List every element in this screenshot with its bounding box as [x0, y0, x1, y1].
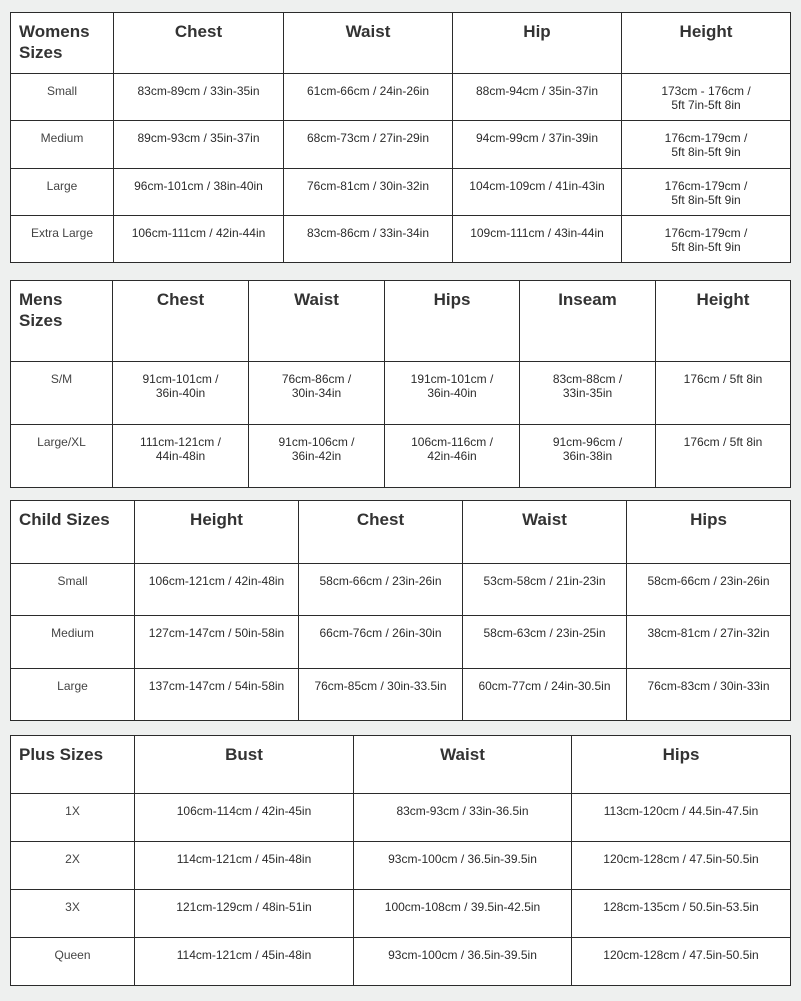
plus-header-bust: Bust — [135, 736, 354, 794]
size-label: Large/XL — [11, 425, 113, 488]
table-cell: 66cm-76cm / 26in-30in — [299, 616, 463, 668]
table-cell: 106cm-116cm / 42in-46in — [385, 425, 520, 488]
table-cell: 137cm-147cm / 54in-58in — [135, 668, 299, 720]
size-label: Extra Large — [11, 215, 114, 262]
table-cell: 58cm-66cm / 23in-26in — [299, 564, 463, 616]
mens-header-waist: Waist — [249, 281, 385, 362]
table-cell: 94cm-99cm / 37in-39in — [453, 121, 622, 168]
table-row — [11, 168, 791, 215]
child-header-hips: Hips — [627, 501, 791, 564]
child-header-waist: Waist — [463, 501, 627, 564]
table-row — [11, 564, 791, 616]
table-cell: 58cm-66cm / 23in-26in — [627, 564, 791, 616]
table-row — [11, 842, 791, 890]
size-label: 3X — [11, 890, 135, 938]
table-cell: 83cm-86cm / 33in-34in — [284, 215, 453, 262]
table-cell: 176cm / 5ft 8in — [656, 362, 791, 425]
table-cell: 176cm-179cm / 5ft 8in-5ft 9in — [622, 168, 791, 215]
plus-size-table — [10, 735, 791, 986]
table-cell: 173cm - 176cm / 5ft 7in-5ft 8in — [622, 74, 791, 121]
table-cell: 120cm-128cm / 47.5in-50.5in — [572, 842, 791, 890]
size-label: Large — [11, 668, 135, 720]
table-cell: 121cm-129cm / 48in-51in — [135, 890, 354, 938]
womens-header-height: Height — [622, 13, 791, 74]
child-header-chest: Chest — [299, 501, 463, 564]
table-cell: 76cm-83cm / 30in-33in — [627, 668, 791, 720]
table-cell: 106cm-114cm / 42in-45in — [135, 794, 354, 842]
mens-header-hips: Hips — [385, 281, 520, 362]
table-cell: 61cm-66cm / 24in-26in — [284, 74, 453, 121]
table-row — [11, 425, 791, 488]
table-cell: 106cm-111cm / 42in-44in — [114, 215, 284, 262]
table-cell: 60cm-77cm / 24in-30.5in — [463, 668, 627, 720]
table-cell: 68cm-73cm / 27in-29in — [284, 121, 453, 168]
table-cell: 176cm / 5ft 8in — [656, 425, 791, 488]
table-cell: 96cm-101cm / 38in-40in — [114, 168, 284, 215]
size-label: Medium — [11, 121, 114, 168]
table-cell: 83cm-93cm / 33in-36.5in — [354, 794, 572, 842]
mens-size-table — [10, 280, 791, 488]
table-cell: 53cm-58cm / 21in-23in — [463, 564, 627, 616]
child-size-table — [10, 500, 791, 721]
womens-header-chest: Chest — [114, 13, 284, 74]
mens-header-height: Height — [656, 281, 791, 362]
mens-header-chest: Chest — [113, 281, 249, 362]
table-cell: 76cm-85cm / 30in-33.5in — [299, 668, 463, 720]
table-cell: 38cm-81cm / 27in-32in — [627, 616, 791, 668]
table-cell: 88cm-94cm / 35in-37in — [453, 74, 622, 121]
table-cell: 191cm-101cm / 36in-40in — [385, 362, 520, 425]
table-cell: 114cm-121cm / 45in-48in — [135, 842, 354, 890]
table-row — [11, 121, 791, 168]
table-row — [11, 616, 791, 668]
plus-header-hips: Hips — [572, 736, 791, 794]
table-cell: 113cm-120cm / 44.5in-47.5in — [572, 794, 791, 842]
table-cell: 111cm-121cm / 44in-48in — [113, 425, 249, 488]
table-cell: 100cm-108cm / 39.5in-42.5in — [354, 890, 572, 938]
table-cell: 127cm-147cm / 50in-58in — [135, 616, 299, 668]
table-cell: 91cm-101cm / 36in-40in — [113, 362, 249, 425]
child-table-title: Child Sizes — [11, 501, 135, 564]
size-label: Medium — [11, 616, 135, 668]
table-cell: 76cm-86cm / 30in-34in — [249, 362, 385, 425]
table-row — [11, 668, 791, 720]
table-cell: 76cm-81cm / 30in-32in — [284, 168, 453, 215]
table-cell: 104cm-109cm / 41in-43in — [453, 168, 622, 215]
table-cell: 93cm-100cm / 36.5in-39.5in — [354, 938, 572, 986]
table-cell: 83cm-88cm / 33in-35in — [520, 362, 656, 425]
table-cell: 176cm-179cm / 5ft 8in-5ft 9in — [622, 215, 791, 262]
womens-table-title: Womens Sizes — [11, 13, 114, 74]
table-cell: 176cm-179cm / 5ft 8in-5ft 9in — [622, 121, 791, 168]
table-cell: 91cm-96cm / 36in-38in — [520, 425, 656, 488]
plus-table-title: Plus Sizes — [11, 736, 135, 794]
table-cell: 106cm-121cm / 42in-48in — [135, 564, 299, 616]
table-cell: 58cm-63cm / 23in-25in — [463, 616, 627, 668]
size-label: S/M — [11, 362, 113, 425]
size-label: Small — [11, 564, 135, 616]
child-header-height: Height — [135, 501, 299, 564]
size-label: 1X — [11, 794, 135, 842]
table-cell: 91cm-106cm / 36in-42in — [249, 425, 385, 488]
table-row — [11, 215, 791, 262]
table-cell: 109cm-111cm / 43in-44in — [453, 215, 622, 262]
size-label: Queen — [11, 938, 135, 986]
table-row — [11, 794, 791, 842]
mens-table-title: Mens Sizes — [11, 281, 113, 362]
table-cell: 89cm-93cm / 35in-37in — [114, 121, 284, 168]
table-row — [11, 890, 791, 938]
womens-size-table — [10, 12, 791, 263]
table-cell: 83cm-89cm / 33in-35in — [114, 74, 284, 121]
womens-header-hip: Hip — [453, 13, 622, 74]
mens-header-inseam: Inseam — [520, 281, 656, 362]
size-label: Large — [11, 168, 114, 215]
table-row — [11, 74, 791, 121]
table-row — [11, 362, 791, 425]
womens-header-waist: Waist — [284, 13, 453, 74]
table-cell: 114cm-121cm / 45in-48in — [135, 938, 354, 986]
table-cell: 93cm-100cm / 36.5in-39.5in — [354, 842, 572, 890]
size-label: Small — [11, 74, 114, 121]
plus-header-waist: Waist — [354, 736, 572, 794]
table-cell: 128cm-135cm / 50.5in-53.5in — [572, 890, 791, 938]
table-cell: 120cm-128cm / 47.5in-50.5in — [572, 938, 791, 986]
size-label: 2X — [11, 842, 135, 890]
table-row — [11, 938, 791, 986]
